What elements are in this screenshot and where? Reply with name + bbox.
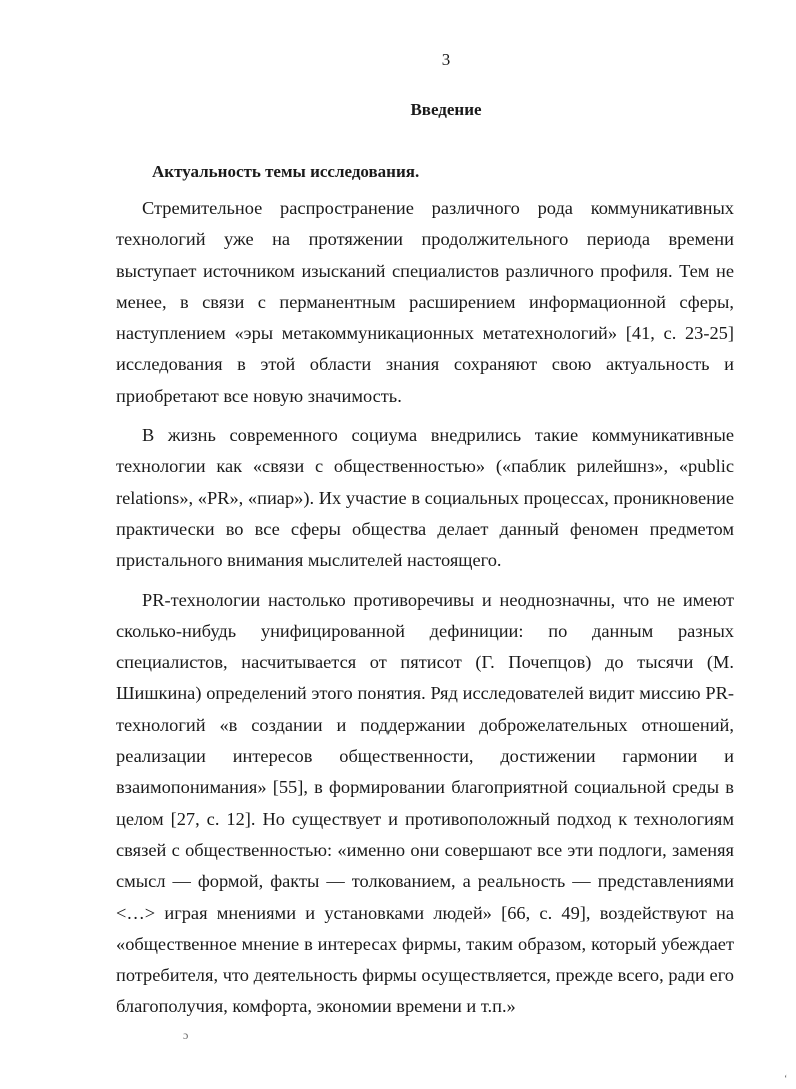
section-heading: Актуальность темы исследования. [152,162,420,181]
corner-mark: ʻ [784,1074,788,1085]
scan-mark: ɔ [183,1028,189,1042]
body-text [116,193,734,1031]
paragraph-1: Стремительное распространение различного рода коммуникативных технологий уже на протяжении продолжительного периода времени выступает источником изысканий специалистов различного профиля. Тем не менее, в связи с перманентным расширением информационной сферы, наступлением «эры метакоммуникационных метатехнологий» [41, с. 23-25] исследования в этой области знания сохраняют свою актуальность и приобретают все новую значимость. [116,198,734,406]
page-number: 3 [441,50,451,69]
paragraph-3: PR-технологии настолько противоречивы и неоднозначны, что не имеют сколько-нибудь унифицированной дефиниции: по данным разных специалистов, насчитывается от пятисот (Г. Почепцов) до тысячи (М. Шишкина) определений этого понятия. Ряд исследователей видит миссию PR-технологий «в создании и поддержании доброжелательных отношений, реализации интересов общественности, достижении гармонии и взаимопонимания» [55], в формировании благоприятной социальной среды в целом [27, с. 12]. Но существует и противоположный подход к технологиям связей с общественностью: «именно они совершают все эти подлоги, заменяя смысл — формой, факты — толкованием, а реальность — представлениями <…> играя мнениями и установками людей» [66, с. 49], воздействуют на «общественное мнение в интересах фирмы, таким образом, который убеждает потребителя, что деятельность фирмы осуществляется, прежде всего, ради его благополучия, комфорта, экономии времени и т.п.» [116,589,734,1017]
paragraph-2: В жизнь современного социума внедрились такие коммуникативные технологии как «связи с общественностью» («паблик рилейшнз», «public relations», «PR», «пиар»). Их участие в социальных процессах, проникновение практически во все сферы общества делает данный феномен предметом пристального внимания мыслителей настоящего. [116,425,734,571]
page-title: Введение [410,100,482,119]
